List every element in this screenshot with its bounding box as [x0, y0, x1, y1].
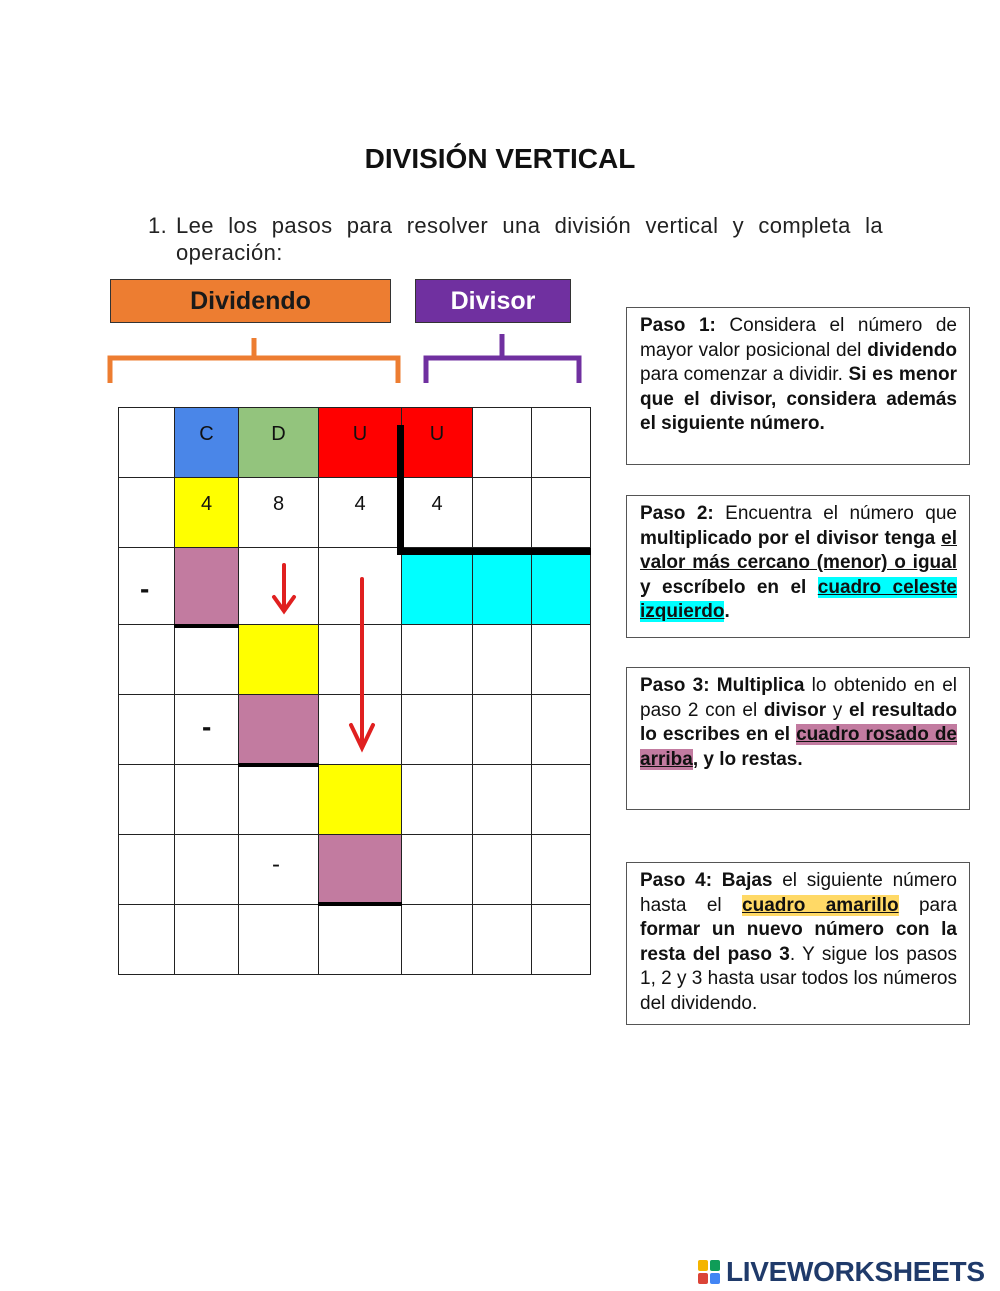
step-text-fragment: el resultado lo escribes en el: [640, 699, 957, 745]
step-text-fragment: para: [898, 894, 958, 916]
logo-text: LIVEWORKSHEETS: [726, 1256, 985, 1287]
step-text-fragment: Paso 4: Bajas: [640, 870, 773, 891]
step-text-fragment: Si es menor que el divisor, considera además el siguiente número.: [640, 364, 957, 434]
dividendo-bracket: [110, 338, 398, 383]
divisor-label: Divisor: [415, 279, 571, 323]
minus-sign-1: -: [140, 573, 150, 604]
dividend-digit-c: 4: [174, 477, 239, 548]
step-text-fragment: , y lo restas.: [692, 748, 803, 770]
step-2-box: [626, 495, 970, 638]
liveworksheets-logo: [698, 1256, 985, 1288]
arrow-down-icon: [274, 565, 294, 611]
step-text-fragment: y escríbelo en el: [640, 576, 818, 598]
dividend-digit-u: 4: [318, 477, 402, 548]
divisor-bracket: [426, 334, 579, 383]
step-text-fragment: multiplicado por el divisor tenga: [640, 527, 942, 549]
step-text-fragment: Paso 3: Multiplica: [640, 675, 805, 696]
step-text-fragment: cuadro celeste izquierdo: [640, 576, 957, 622]
header-decenas: D: [238, 407, 319, 478]
header-unidades: U: [318, 407, 402, 478]
step-text-fragment: y: [826, 699, 849, 721]
minus-sign-2: -: [202, 711, 212, 742]
instruction-text: Lee los pasos para resolver una división vertical y completa la operación:: [176, 213, 883, 265]
step-text-fragment: . Y sigue los pasos 1, 2 y 3 hasta usar todos los números del dividendo.: [640, 943, 957, 1014]
instruction-number: 1.: [148, 213, 168, 238]
minus-sign-3: -: [272, 851, 280, 878]
step-text-fragment: cuadro rosado de arriba: [640, 724, 957, 770]
step-4-box: [626, 862, 970, 1025]
page-title: DIVISIÓN VERTICAL: [364, 143, 636, 174]
step-text-fragment: divisor: [763, 699, 827, 721]
dividend-digit-d: 8: [238, 477, 319, 548]
arrows: [118, 407, 598, 977]
step-text-fragment: Encuentra el número que: [713, 503, 958, 524]
step-text-fragment: el valor más cercano (menor) o igual: [640, 527, 957, 573]
step-text-fragment: el siguiente número hasta el: [640, 870, 957, 916]
step-text-fragment: para comenzar a dividir.: [640, 364, 849, 385]
step-text-fragment: Considera el número de mayor valor posicional del: [640, 315, 957, 361]
step-3-box: [626, 667, 970, 810]
divisor-digit: 4: [401, 477, 473, 548]
dividendo-label: Dividendo: [110, 279, 391, 323]
step-text-fragment: formar un nuevo número con la resta del paso 3: [640, 919, 957, 965]
arrow-down-icon: [351, 579, 373, 748]
header-unidades-divisor: U: [401, 407, 473, 478]
step-text-fragment: lo obtenido en el paso 2 con el: [640, 675, 958, 721]
step-text-fragment: Paso 1:: [640, 315, 716, 336]
step-text-fragment: .: [724, 601, 730, 622]
header-centenas: C: [174, 407, 239, 478]
step-text-fragment: dividendo: [867, 339, 957, 361]
step-1-box: [626, 307, 970, 465]
logo-icon: [698, 1259, 722, 1285]
step-text-fragment: Paso 2:: [640, 503, 714, 524]
step-text-fragment: cuadro amarillo: [742, 894, 899, 916]
